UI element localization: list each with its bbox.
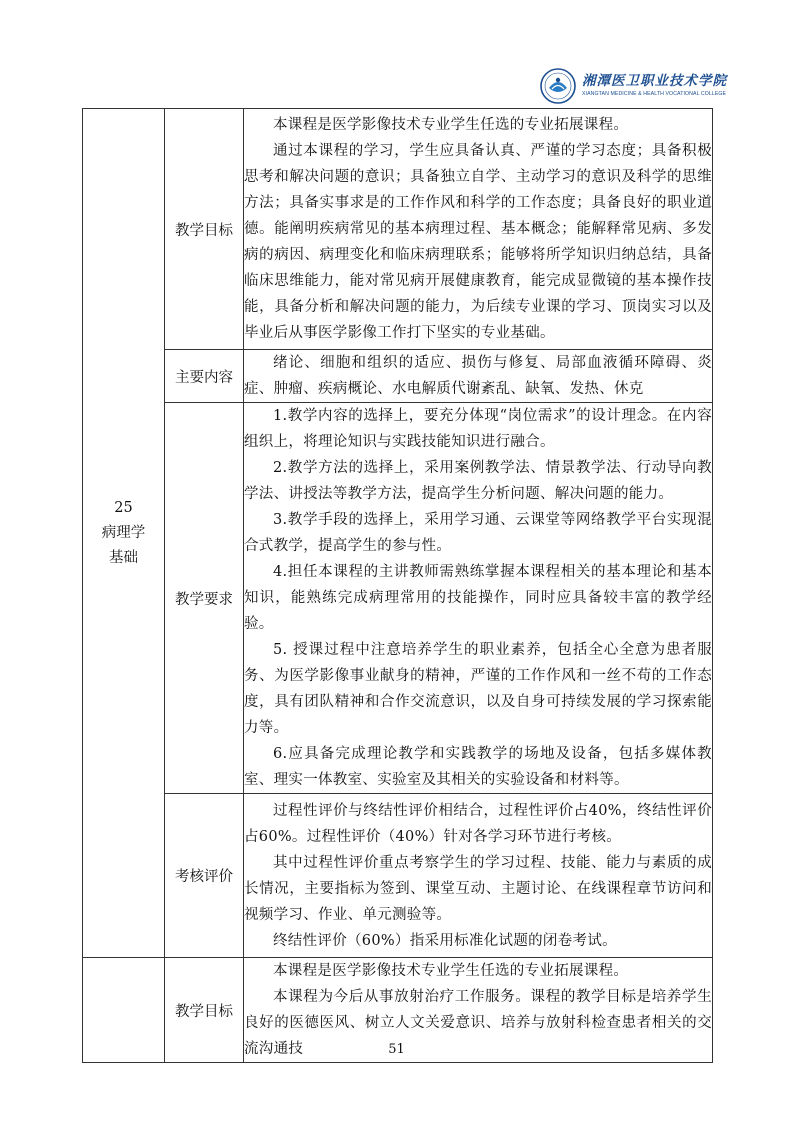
field-label-next-objectives: 教学目标 bbox=[165, 958, 244, 1063]
paragraph: 本课程是医学影像技术专业学生任选的专业拓展课程。 bbox=[273, 117, 629, 133]
paragraph: 3.教学手段的选择上，采用学习通、云课堂等网络教学平台实现混合式教学，提高学生的参与性。 bbox=[244, 512, 712, 554]
paragraph: 其中过程性评价重点考察学生的学习过程、技能、能力与素质的成长情况，主要指标为签到、课堂互动、主题讨论、在线课程章节访问和视频学习、作业、单元测验等。 bbox=[244, 854, 712, 923]
paragraph: 2.教学方法的选择上，采用案例教学法、情景教学法、行动导向教学法、讲授法等教学方法，提高学生分析问题、解决问题的能力。 bbox=[244, 460, 712, 502]
page-number: 51 bbox=[388, 1042, 405, 1057]
paragraph: 4.担任本课程的主讲教师需熟练掌握本课程相关的基本理论和基本知识，能熟练完成病理常用的技能操作，同时应具备较丰富的教学经验。 bbox=[244, 564, 712, 632]
assessment-content bbox=[244, 794, 713, 958]
logo-text bbox=[582, 75, 727, 97]
course-number: 25 bbox=[114, 499, 133, 516]
field-label-requirements: 教学要求 bbox=[165, 403, 244, 794]
paragraph: 5. 授课过程中注意培养学生的职业素养，包括全心全意为患者服务、为医学影像事业献身的精神，严谨的工作作风和一丝不苟的工作态度，具有团队精神和合作交流意识，以及自身可持续发展的学习探索能力等。 bbox=[244, 642, 712, 736]
paragraph: 本课程为今后从事放射治疗工作服务。课程的教学目标是培养学生良好的医德医风、树立人文关爱意识、培养与放射科检查患者相关的交流沟通技 bbox=[244, 989, 712, 1057]
course-name-cell bbox=[83, 109, 165, 958]
course-table bbox=[82, 108, 713, 1063]
logo-english-name: XIANGTAN MEDICINE & HEALTH VOCATIONAL COLLEGE bbox=[582, 90, 727, 97]
paragraph: 终结性评价（60%）指采用标准化试题的闭卷考试。 bbox=[273, 932, 617, 949]
objectives-content bbox=[244, 109, 713, 350]
college-logo bbox=[540, 66, 730, 106]
paragraph: 通过本课程的学习，学生应具备认真、严谨的学习态度；具备积极思考和解决问题的意识；具备独立自学、主动学习的意识及科学的思维方法；具备实事求是的工作作风和科学的工作态度；具备良好的职业道德。能阐明疾病常见的基本病理过程、基本概念；能解释常见病、多发病的病因、病理变化和临床病理联系；能够将所学知识归纳总结，具备临床思维能力，能对常见病开展健康教育，能完成显微镜的基本操作技能，具备分析和解决问题的能力，为后续专业课的学习、顶岗实习以及毕业后从事医学影像工作打下坚实的专业基础。 bbox=[244, 143, 712, 341]
course-name-line1: 病理学 bbox=[101, 524, 146, 541]
table-row bbox=[83, 109, 713, 350]
table-row bbox=[83, 794, 713, 958]
paragraph: 6.应具备完成理论教学和实践教学的场地及设备，包括多媒体教室、理实一体教室、实验室及其相关的实验设备和材料等。 bbox=[244, 746, 712, 788]
field-label-assessment: 考核评价 bbox=[165, 794, 244, 958]
field-label-content: 主要内容 bbox=[165, 350, 244, 403]
logo-chinese-name: 湘潭医卫职业技术学院 bbox=[582, 73, 727, 90]
paragraph: 过程性评价与终结性评价相结合，过程性评价占40%，终结性评价占60%。过程性评价（40%）针对各学习环节进行考核。 bbox=[244, 802, 712, 845]
table-row bbox=[83, 350, 713, 403]
table-row bbox=[83, 403, 713, 794]
paragraph: 1.教学内容的选择上，要充分体现“岗位需求”的设计理念。在内容组织上，将理论知识与实践技能知识进行融合。 bbox=[244, 408, 712, 450]
paragraph: 本课程是医学影像技术专业学生任选的专业拓展课程。 bbox=[273, 963, 629, 979]
field-label-objectives: 教学目标 bbox=[165, 109, 244, 350]
main-content bbox=[244, 350, 713, 403]
requirements-content bbox=[244, 403, 713, 794]
college-emblem-icon bbox=[540, 68, 576, 104]
paragraph: 绪论、细胞和组织的适应、损伤与修复、局部血液循环障碍、炎症、肿瘤、疾病概论、水电解质代谢紊乱、缺氧、发热、休克 bbox=[244, 355, 712, 397]
course-name-line2: 基础 bbox=[109, 549, 138, 566]
